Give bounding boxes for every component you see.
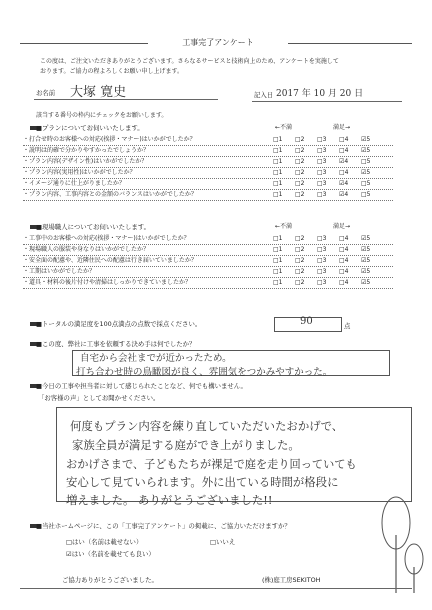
voice-line-5: 増えました。 ありがとうございました!!	[66, 493, 273, 507]
rating-options	[273, 257, 393, 265]
rating-checkbox-4[interactable]: □4	[339, 136, 349, 143]
rating-checkbox-4[interactable]: □4	[339, 257, 349, 264]
name-underline	[34, 99, 218, 100]
footer-rule	[20, 588, 412, 589]
question-row	[23, 279, 413, 289]
rating-checkbox-3[interactable]: □3	[317, 180, 327, 187]
voice-line-1: 何度もプラン内容を練り直していただいたおかげで、	[70, 419, 344, 433]
rating-checkbox-3[interactable]: □3	[317, 235, 327, 242]
question-row	[23, 158, 413, 168]
plan-section-heading: ■プランについてお伺いいたします。	[36, 124, 144, 132]
intro-line-1: この度は、ご注文いただきありがとうございます。さらなるサービスと技術向上のため、アンケートを実施して	[40, 58, 339, 65]
question-row	[23, 246, 413, 256]
rating-checkbox-5[interactable]: ☑5	[361, 235, 371, 242]
voice-sublabel: 「お客様の声」としてお聞かせください。	[38, 394, 160, 402]
name-value: 大塚 寛史	[70, 85, 127, 100]
rating-checkbox-4[interactable]: □4	[339, 268, 349, 275]
footer-company: (株)庭工房SEKITOH	[262, 576, 321, 584]
rating-checkbox-5[interactable]: ☑5	[361, 136, 371, 143]
rating-checkbox-5[interactable]: □5	[361, 191, 371, 198]
rating-checkbox-5[interactable]: ☑5	[361, 246, 371, 253]
rating-checkbox-1[interactable]: □1	[273, 158, 283, 165]
date-value: 2017 年 10 月 20 日	[276, 89, 364, 99]
rating-checkbox-4[interactable]: □4	[339, 279, 349, 286]
name-label: お名前	[36, 89, 56, 97]
rating-options	[273, 180, 393, 188]
rating-options	[273, 158, 393, 166]
question-text: ・プラン内容(実用性)はいかがでしたか？	[23, 169, 136, 176]
row-divider	[23, 277, 393, 278]
rating-checkbox-3[interactable]: □3	[317, 136, 327, 143]
question-text: ・工事中のお客様への対応(挨拶・マナー)はいかがでしたか？	[23, 235, 190, 242]
rating-checkbox-3[interactable]: □3	[317, 246, 327, 253]
rating-options	[273, 268, 393, 276]
date-label: 記入日	[254, 91, 274, 99]
rating-checkbox-4[interactable]: ☑4	[339, 191, 349, 198]
rating-checkbox-5[interactable]: ☑5	[361, 279, 371, 286]
rating-options	[273, 169, 393, 177]
rating-options	[273, 136, 393, 144]
footer-thanks: ご協力ありがとうございました。	[62, 576, 158, 584]
rating-options	[273, 147, 393, 155]
rating-checkbox-5[interactable]: ☑5	[361, 169, 371, 176]
row-divider	[23, 288, 393, 289]
instructions-text: 該当する番号の枠内にチェックをお願いします。	[36, 112, 168, 119]
rating-options	[273, 191, 393, 199]
question-text: ・安全面の配慮や、近隣住民への配慮は行き届いていましたか？	[23, 257, 197, 264]
scale-right-label: 満足→	[333, 223, 351, 230]
rating-checkbox-2[interactable]: □2	[295, 268, 305, 275]
rating-checkbox-4[interactable]: □4	[339, 169, 349, 176]
rating-checkbox-1[interactable]: □1	[273, 268, 283, 275]
rating-checkbox-2[interactable]: □2	[295, 169, 305, 176]
question-row	[23, 235, 413, 245]
question-row	[23, 136, 413, 146]
question-row	[23, 257, 413, 267]
rating-checkbox-2[interactable]: □2	[295, 279, 305, 286]
decision-line-1: 自宅から会社までが近かったため。	[80, 353, 232, 364]
rating-options	[273, 279, 393, 287]
rating-checkbox-4[interactable]: □4	[339, 235, 349, 242]
scale-left-label: ←不満	[275, 223, 293, 230]
decision-line-2: 打ち合わせ時の鳥瞰図が良く、雰囲気をつかみやすかった。	[76, 367, 333, 378]
rating-checkbox-5[interactable]: ☑5	[361, 257, 371, 264]
date-underline	[252, 101, 402, 102]
document-title: 工事完了アンケート	[148, 36, 288, 50]
total-score-value: 90	[300, 316, 313, 327]
rating-checkbox-1[interactable]: □1	[273, 191, 283, 198]
rating-checkbox-2[interactable]: □2	[295, 158, 305, 165]
rating-options	[273, 246, 393, 254]
staff-section-heading: ■現場職人についてお伺いいたします。	[36, 223, 151, 231]
voice-label: ■今日の工事や担当者に対して感じられたことなど、何でも構いません。	[36, 382, 247, 390]
row-divider	[23, 244, 393, 245]
rating-checkbox-2[interactable]: □2	[295, 257, 305, 264]
question-text: ・工期はいかがでしたか？	[23, 268, 96, 275]
publish-option-with-name[interactable]: ☑はい（名前を載せても良い）	[66, 550, 155, 558]
scale-right-label: 満足→	[333, 124, 351, 131]
question-row	[23, 180, 413, 190]
rating-checkbox-2[interactable]: □2	[295, 235, 305, 242]
voice-line-4: 安心して見ていられます。外に出ている時間が格段に	[66, 475, 339, 489]
rating-checkbox-4[interactable]: □4	[339, 147, 349, 154]
rating-checkbox-5[interactable]: ☑5	[361, 268, 371, 275]
row-divider	[23, 178, 393, 179]
row-divider	[23, 145, 393, 146]
rating-checkbox-3[interactable]: □3	[317, 279, 327, 286]
question-text: ・説明は的確で分かりやすかったでしょうか？	[23, 147, 150, 154]
voice-line-3: おかげさまで、子どもたちが裸足で庭を走り回っていても	[66, 458, 357, 471]
rating-checkbox-1[interactable]: □1	[273, 246, 283, 253]
rating-checkbox-3[interactable]: □3	[317, 158, 327, 165]
tree-illustration	[368, 495, 428, 595]
rating-checkbox-3[interactable]: □3	[317, 191, 327, 198]
question-text: ・プラン内容、工事内容との金額のバランスはいかがでしたか？	[23, 191, 197, 198]
rating-checkbox-1[interactable]: □1	[273, 136, 283, 143]
question-text: ・道具・材料の後片付けや清掃はしっかりできていましたか？	[23, 279, 192, 286]
total-label: ■トータルの満足度を100点満点の点数で採点ください。	[36, 320, 202, 328]
rating-checkbox-1[interactable]: □1	[273, 235, 283, 242]
rating-checkbox-3[interactable]: □3	[317, 268, 327, 275]
publish-label: ■当社ホームページに、この「工事完了アンケート」の掲載に、ご協力いただけますか？	[36, 522, 291, 530]
rating-checkbox-1[interactable]: □1	[273, 147, 283, 154]
rating-checkbox-3[interactable]: □3	[317, 169, 327, 176]
row-divider	[23, 255, 393, 256]
total-unit: 点	[344, 322, 351, 330]
question-text: ・打合せ時のお客様への対応(挨拶・マナー)はいかがでしたか？	[23, 136, 196, 143]
row-divider	[23, 200, 393, 201]
question-row	[23, 268, 413, 278]
rating-checkbox-4[interactable]: □4	[339, 246, 349, 253]
rating-checkbox-3[interactable]: □3	[317, 147, 327, 154]
decision-label: ■この度、弊社に工事を依頼する決め手は何でしたか？	[36, 340, 196, 348]
publish-option-no[interactable]: □いいえ	[210, 538, 236, 546]
rating-checkbox-1[interactable]: □1	[273, 279, 283, 286]
rating-checkbox-4[interactable]: ☑4	[339, 158, 349, 165]
question-text: ・現場職人の服装や身なりはいかがでしたか？	[23, 246, 150, 253]
rating-checkbox-2[interactable]: □2	[295, 147, 305, 154]
row-divider	[23, 266, 393, 267]
question-row	[23, 147, 413, 157]
voice-line-2: 家族全員が満足する庭ができ上がりました。	[72, 438, 300, 452]
rating-checkbox-3[interactable]: □3	[317, 257, 327, 264]
rating-options	[273, 235, 393, 243]
row-divider	[23, 167, 393, 168]
rating-checkbox-4[interactable]: ☑4	[339, 180, 349, 187]
row-divider	[23, 189, 393, 190]
question-text: ・プラン内容(デザイン性)はいかがでしたか？	[23, 158, 148, 165]
rating-checkbox-1[interactable]: □1	[273, 257, 283, 264]
rating-checkbox-1[interactable]: □1	[273, 169, 283, 176]
rating-checkbox-5[interactable]: ☑5	[361, 147, 371, 154]
rating-checkbox-5[interactable]: □5	[361, 158, 371, 165]
intro-line-2: おります。ご協力の程よろしくお願い申し上げます。	[40, 68, 184, 75]
rating-checkbox-1[interactable]: □1	[273, 180, 283, 187]
row-divider	[23, 156, 393, 157]
rating-checkbox-2[interactable]: □2	[295, 180, 305, 187]
question-row	[23, 191, 413, 201]
rating-checkbox-5[interactable]: □5	[361, 180, 371, 187]
rating-checkbox-2[interactable]: □2	[295, 136, 305, 143]
publish-option-no-name[interactable]: □はい（名前は載せない）	[66, 538, 143, 546]
question-row	[23, 169, 413, 179]
rating-checkbox-2[interactable]: □2	[295, 191, 305, 198]
rating-checkbox-2[interactable]: □2	[295, 246, 305, 253]
question-text: ・イメージ通りに仕上がりましたか？	[23, 180, 125, 187]
scale-left-label: ←不満	[275, 124, 293, 131]
